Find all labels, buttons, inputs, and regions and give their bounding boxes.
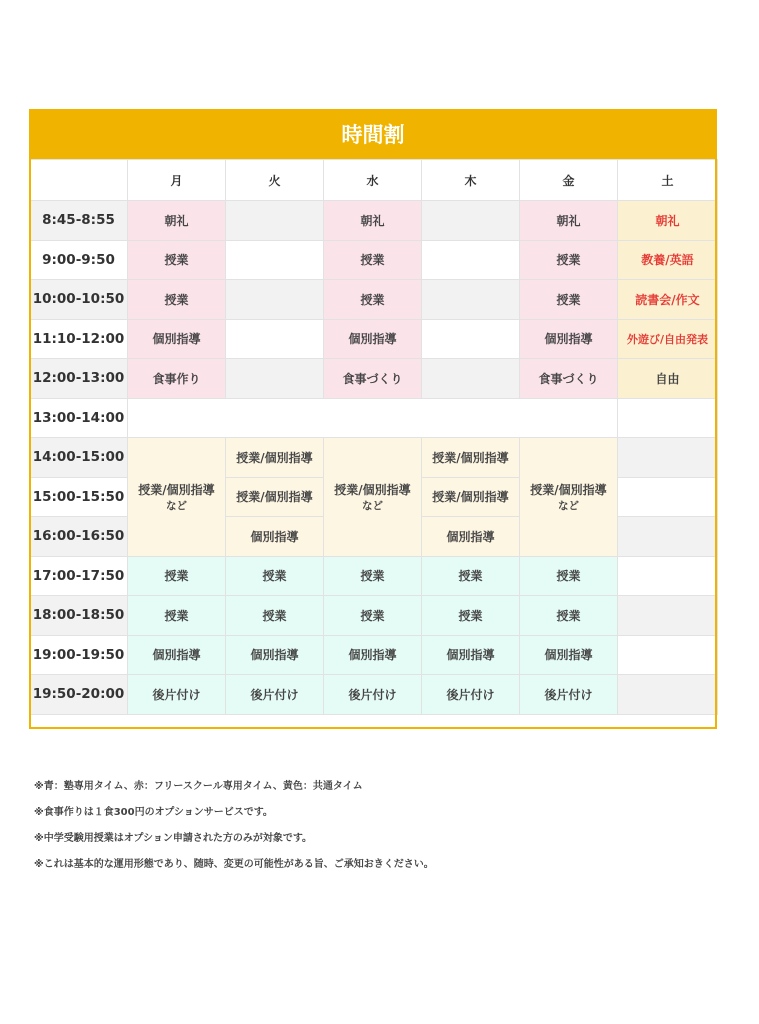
table-row — [30, 675, 718, 715]
cell: 朝礼 — [618, 201, 718, 241]
time-cell: 8:45-8:55 — [30, 201, 128, 241]
cell: 個別指導 — [128, 635, 226, 675]
cell: 読書会/作文 — [618, 280, 718, 320]
time-cell: 19:50-20:00 — [30, 675, 128, 715]
block-label: 授業/個別指導 — [138, 482, 215, 497]
cell: 朝礼 — [520, 201, 618, 241]
cell: 自由 — [618, 359, 718, 399]
cell: 授業 — [324, 556, 422, 596]
day-header-thu: 木 — [422, 160, 520, 201]
cell: 授業 — [520, 280, 618, 320]
cell: 授業 — [520, 556, 618, 596]
time-cell: 11:10-12:00 — [30, 319, 128, 359]
cell — [422, 201, 520, 241]
cell-block — [520, 438, 618, 557]
cell: 食事づくり — [520, 359, 618, 399]
cell — [226, 240, 324, 280]
timetable — [29, 109, 717, 715]
cell: 授業 — [128, 240, 226, 280]
time-cell: 16:00-16:50 — [30, 517, 128, 557]
cell: 授業 — [520, 596, 618, 636]
cell: 授業/個別指導 — [226, 438, 324, 478]
cell: 後片付け — [226, 675, 324, 715]
cell: 後片付け — [520, 675, 618, 715]
day-header-tue: 火 — [226, 160, 324, 201]
cell: 授業 — [226, 556, 324, 596]
cell: 教養/英語 — [618, 240, 718, 280]
cell: 個別指導 — [324, 319, 422, 359]
table-row — [30, 319, 718, 359]
cell — [618, 635, 718, 675]
table-row — [30, 596, 718, 636]
table-row — [30, 398, 718, 438]
block-sub: など — [362, 499, 383, 512]
cell-block — [128, 438, 226, 557]
block-label: 授業/個別指導 — [334, 482, 411, 497]
day-header-fri: 金 — [520, 160, 618, 201]
table-row — [30, 635, 718, 675]
cell — [422, 240, 520, 280]
cell: 授業/個別指導 — [226, 477, 324, 517]
table-row — [30, 240, 718, 280]
table-row — [30, 280, 718, 320]
time-cell: 18:00-18:50 — [30, 596, 128, 636]
cell: 個別指導 — [422, 517, 520, 557]
cell: 授業 — [128, 280, 226, 320]
table-row — [30, 201, 718, 241]
day-header-sat: 土 — [618, 160, 718, 201]
cell-block — [324, 438, 422, 557]
cell: 授業 — [324, 280, 422, 320]
cell — [618, 596, 718, 636]
cell: 個別指導 — [226, 517, 324, 557]
day-header-wed: 水 — [324, 160, 422, 201]
cell: 授業 — [324, 240, 422, 280]
cell: 後片付け — [128, 675, 226, 715]
table-row — [30, 438, 718, 478]
time-cell: 10:00-10:50 — [30, 280, 128, 320]
cell: 授業 — [324, 596, 422, 636]
cell: 個別指導 — [520, 635, 618, 675]
time-cell: 19:00-19:50 — [30, 635, 128, 675]
note-line: ※これは基本的な運用形態であり、随時、変更の可能性がある旨、ご承知おきください。 — [34, 859, 434, 870]
header-row — [30, 160, 718, 201]
block-label: 授業/個別指導 — [530, 482, 607, 497]
cell: 授業 — [422, 556, 520, 596]
cell: 個別指導 — [422, 635, 520, 675]
cell — [226, 280, 324, 320]
cell — [618, 675, 718, 715]
corner-cell — [30, 160, 128, 201]
cell — [618, 438, 718, 478]
cell: 朝礼 — [128, 201, 226, 241]
cell — [422, 319, 520, 359]
cell: 個別指導 — [324, 635, 422, 675]
cell — [618, 556, 718, 596]
cell: 個別指導 — [226, 635, 324, 675]
note-line: ※青：塾専用タイム、赤：フリースクール専用タイム、黄色：共通タイム — [34, 781, 363, 792]
cell — [618, 398, 718, 438]
cell: 食事づくり — [324, 359, 422, 399]
notes — [34, 780, 434, 884]
cell — [618, 477, 718, 517]
cell: 授業 — [226, 596, 324, 636]
cell — [422, 359, 520, 399]
block-sub: など — [166, 499, 187, 512]
cell: 後片付け — [324, 675, 422, 715]
time-cell: 14:00-15:00 — [30, 438, 128, 478]
cell — [226, 201, 324, 241]
timetable-grid — [29, 159, 718, 715]
cell — [226, 319, 324, 359]
cell: 授業/個別指導 — [422, 438, 520, 478]
cell — [128, 398, 618, 438]
note-line: ※中学受験用授業はオプション申請された方のみが対象です。 — [34, 833, 313, 844]
time-cell: 9:00-9:50 — [30, 240, 128, 280]
cell: 後片付け — [422, 675, 520, 715]
cell: 授業 — [520, 240, 618, 280]
cell — [618, 517, 718, 557]
cell — [422, 280, 520, 320]
cell: 外遊び/自由発表 — [618, 319, 718, 359]
time-cell: 12:00-13:00 — [30, 359, 128, 399]
cell: 授業 — [128, 556, 226, 596]
cell: 個別指導 — [128, 319, 226, 359]
day-header-mon: 月 — [128, 160, 226, 201]
cell: 個別指導 — [520, 319, 618, 359]
time-cell: 15:00-15:50 — [30, 477, 128, 517]
note-line: ※食事作りは１食300円のオプションサービスです。 — [34, 807, 273, 818]
cell: 朝礼 — [324, 201, 422, 241]
block-sub: など — [558, 499, 579, 512]
cell: 授業 — [422, 596, 520, 636]
cell: 授業 — [128, 596, 226, 636]
cell: 授業/個別指導 — [422, 477, 520, 517]
table-row — [30, 556, 718, 596]
time-cell: 13:00-14:00 — [30, 398, 128, 438]
cell: 食事作り — [128, 359, 226, 399]
table-row — [30, 359, 718, 399]
time-cell: 17:00-17:50 — [30, 556, 128, 596]
cell — [226, 359, 324, 399]
timetable-title: 時間割 — [29, 109, 717, 159]
